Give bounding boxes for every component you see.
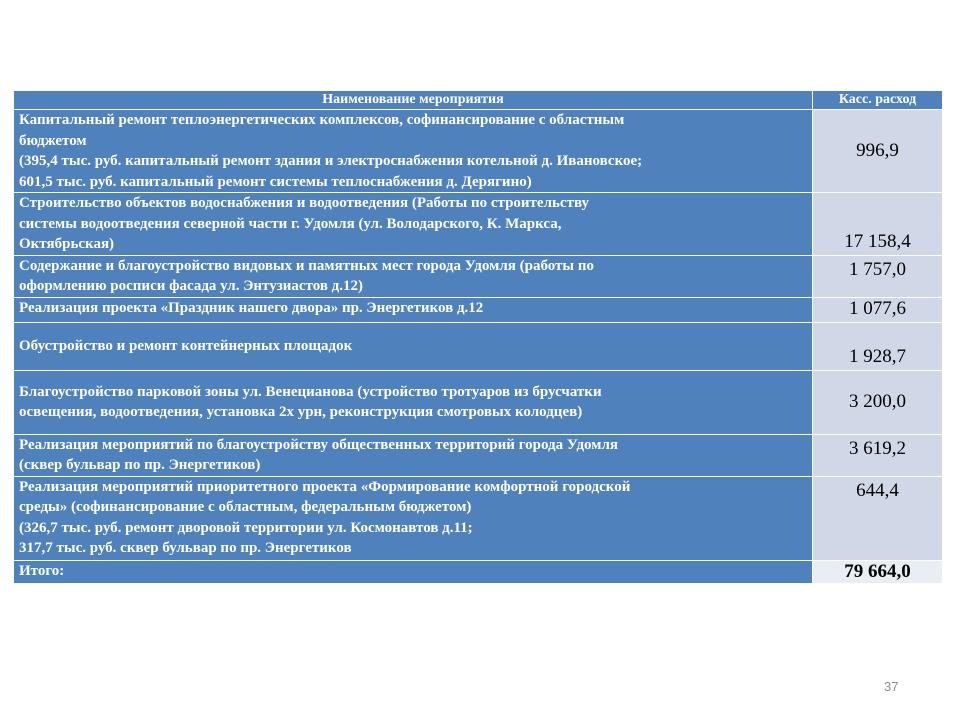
table-row (14, 434, 943, 476)
row-name-cell (14, 297, 813, 322)
row-name-line: 601,5 тыс. руб. капитальный ремонт системы теплоснабжения д. Дерягино) (19, 173, 532, 190)
row-value-cell: 1 077,6 (813, 297, 943, 322)
table-row (14, 297, 943, 322)
table-row (14, 322, 943, 370)
row-name-line: Октябрьская) (19, 236, 115, 252)
table-row (14, 110, 943, 193)
column-header-cash-expense: Касс. расход (813, 91, 943, 110)
row-name-cell (14, 255, 813, 297)
table-row (14, 370, 943, 434)
row-name-cell (14, 434, 813, 476)
row-name-cell (14, 476, 813, 560)
row-name-cell (14, 322, 813, 370)
table-row (14, 193, 943, 256)
row-name-cell (14, 193, 813, 256)
table-row (14, 255, 943, 297)
row-name-line: 317,7 тыс. руб. сквер бульвар по пр. Энергетиков (19, 540, 352, 556)
total-row (14, 560, 943, 583)
row-value-cell: 1 757,0 (813, 255, 943, 297)
total-label: Итого: (14, 560, 813, 583)
row-name-line: Благоустройство парковой зоны ул. Венецианова (устройство тротуаров из брусчатки (19, 383, 602, 400)
row-name-line: Обустройство и ремонт контейнерных площадок (19, 337, 353, 354)
row-name-line: Реализация проекта «Праздник нашего двора» пр. Энергетиков д.12 (19, 299, 484, 316)
row-name-line: оформлению росписи фасада ул. Энтузиастов д.12) (19, 278, 364, 294)
row-name-line: среды» (софинансирование с областным, федеральным бюджетом) (19, 499, 472, 515)
row-value-cell: 1 928,7 (813, 322, 943, 370)
total-value: 79 664,0 (813, 560, 943, 583)
row-value-cell: 3 619,2 (813, 434, 943, 476)
table-row (14, 476, 943, 560)
row-name-line: системы водоотведения северной части г. Удомля (ул. Володарского, К. Маркса, (19, 215, 562, 232)
row-name-line: Строительство объектов водоснабжения и водоотведения (Работы по строительству (19, 195, 590, 211)
row-name-line: (395,4 тыс. руб. капитальный ремонт здания и электроснабжения котельной д. Ивановское; (19, 153, 643, 169)
row-name-line: (сквер бульвар по пр. Энергетиков) (19, 457, 261, 473)
row-name-cell (14, 110, 813, 193)
row-value-cell: 3 200,0 (813, 370, 943, 434)
row-name-line: Капитальный ремонт теплоэнергетических комплексов, софинансирование с областным (19, 112, 625, 128)
row-name-line: освещения, водоотведения, установка 2х урн, реконструкция смотровых колодцев) (19, 404, 583, 420)
column-header-name: Наименование мероприятия (14, 91, 813, 110)
row-name-line: бюджетом (19, 132, 87, 149)
expenditure-table (13, 90, 943, 584)
table-header-row (14, 91, 943, 110)
row-value-cell: 644,4 (813, 476, 943, 560)
row-name-line: Реализация мероприятий по благоустройству общественных территорий города Удомля (19, 436, 618, 453)
row-name-line: Реализация мероприятий приоритетного проекта «Формирование комфортной городской (19, 478, 631, 495)
row-value-cell: 996,9 (813, 110, 943, 193)
row-name-line: (326,7 тыс. руб. ремонт дворовой территории ул. Космонавтов д.11; (19, 519, 473, 536)
row-name-cell (14, 370, 813, 434)
row-name-line: Содержание и благоустройство видовых и памятных мест города Удомля (работы по (19, 257, 595, 274)
page-number: 37 (884, 679, 899, 694)
row-value-cell: 17 158,4 (813, 193, 943, 256)
